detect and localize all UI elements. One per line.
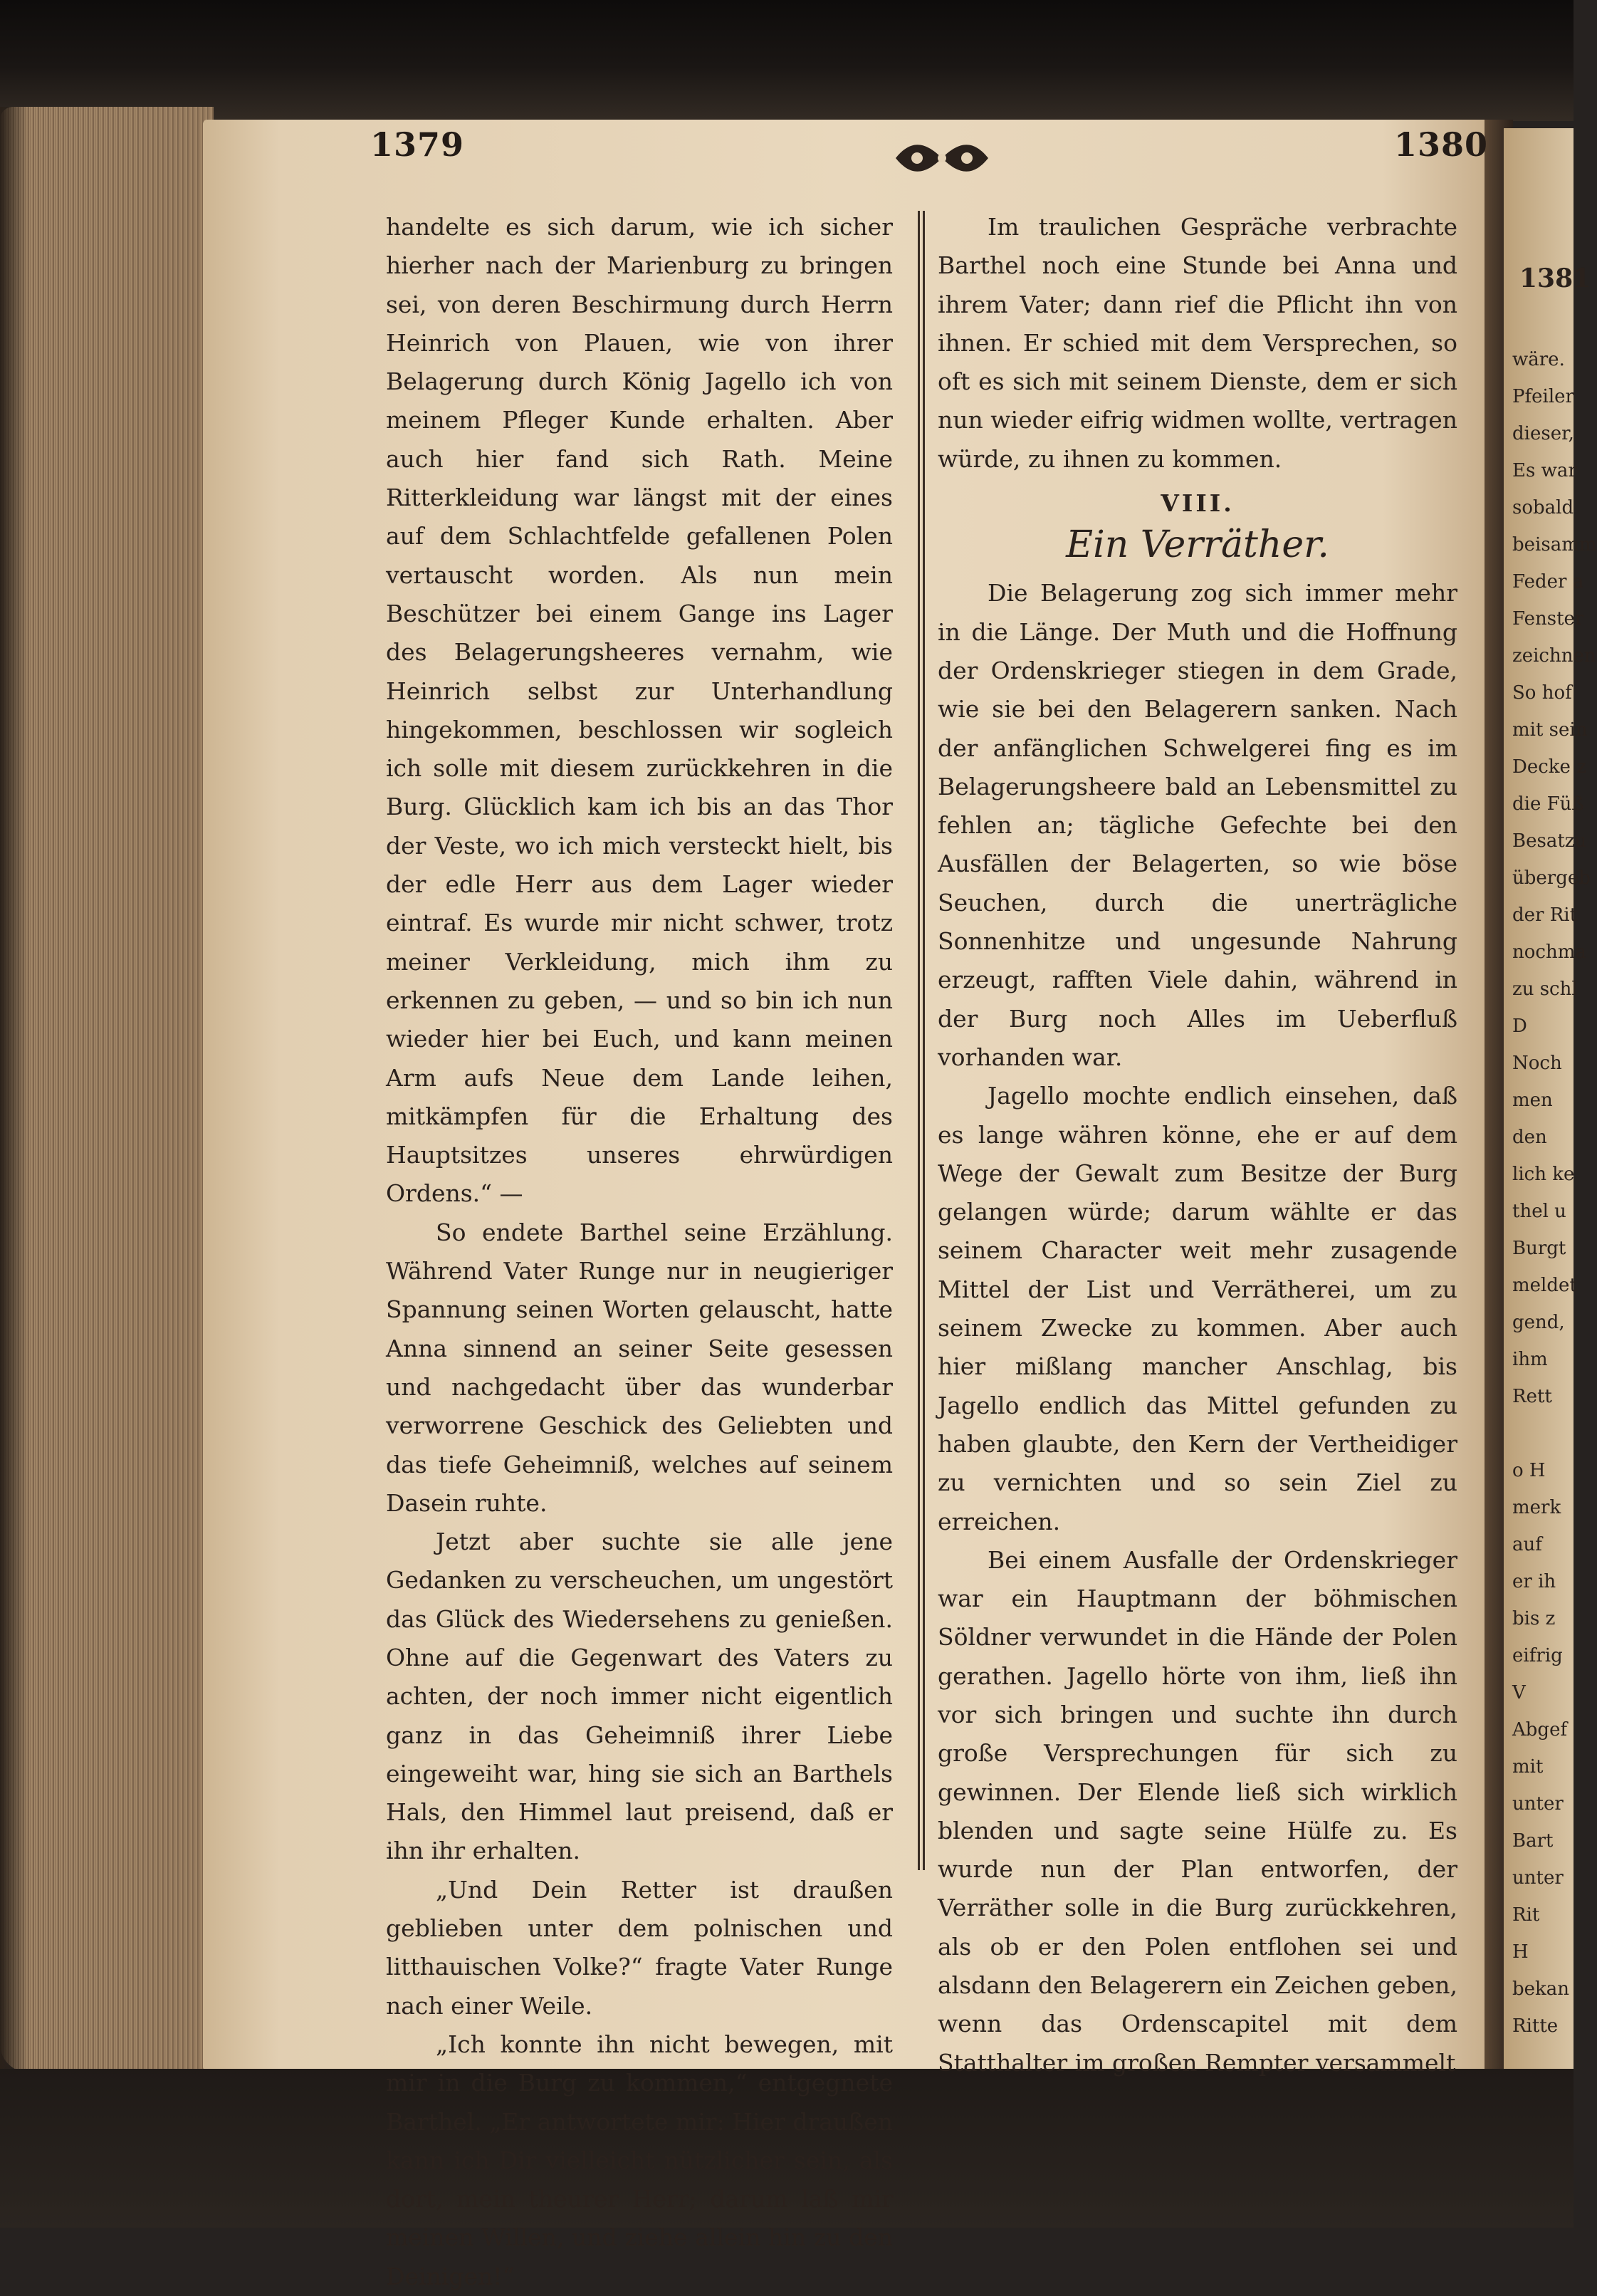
next-page-fragment: mit sein <box>1512 719 1588 741</box>
page-number-next: 1381 <box>1519 263 1591 293</box>
paragraph: So endete Barthel seine Erzählung. Während Vater Runge nur in neugieriger Spannung seinen Worten gelauscht, hatte Anna sinnend an seiner Seite gesessen und nachgedacht über das wunderbar verworrene Geschick des Geliebten und das tiefe Geheimniß, welches auf seinem Dasein ruhte. <box>386 1218 893 1517</box>
book-cover-top <box>0 0 1574 121</box>
paragraph: handelte es sich darum, wie ich sicher hierher nach der Marienburg zu bringen sei, von deren Beschirmung durch Herrn Heinrich von Plauen, wie von ihrer Belagerung durch König Jagello ich von meinem Pfleger Kunde erhalten. Aber auch hier fand sich Rath. Meine Ritterkleidung war längst mit der eines auf dem Schlachtfelde gefallenen Polen vertauscht worden. Als nun mein Beschützer bei einem Gange ins Lager des Belagerungsheeres vernahm, wie Heinrich selbst zur Unterhandlung hingekommen, beschlossen wir sogleich ich solle mit diesem zurückkehren in die Burg. Glücklich kam ich bis an das Thor der Veste, wo ich mich versteckt hielt, bis der edle Herr aus dem Lager wieder eintraf. Es wurde mir nicht schwer, trotz meiner Verkleidung, mich ihm zu erkennen zu geben, — und so bin ich nun wieder hier bei Euch, und kann meinen Arm aufs Neue dem Lande leihen, mitkämpfen für die Erhaltung des Hauptsitzes unseres ehrwürdigen Ordens.“ — <box>386 213 893 1208</box>
ornament-icon <box>889 137 995 179</box>
next-page-fragment: zu schl <box>1512 979 1578 1000</box>
next-page-fragment: bis z <box>1512 1608 1556 1629</box>
next-page-fragment: zeichnen <box>1512 645 1596 667</box>
next-page-fragment: nochma <box>1512 941 1586 963</box>
page-edges <box>0 107 214 2072</box>
next-page-fragment: beisamm <box>1512 534 1597 555</box>
next-page-fragment: So hof <box>1512 682 1572 704</box>
next-page-fragment: bekan <box>1512 1978 1570 2000</box>
paragraph: Im traulichen Gespräche verbrachte Barthel noch eine Stunde bei Anna und ihrem Vater; dann rief die Pflicht ihn von ihnen. Er schied mit dem Versprechen, so oft es sich mit seinem Dienste, dem er sich nun wieder eifrig widmen wollte, vertragen würde, zu ihnen zu kommen. <box>938 213 1457 473</box>
next-page-fragment: Noch <box>1512 1053 1562 1074</box>
next-page-fragment: lich ke <box>1512 1164 1575 1185</box>
paragraph: Jetzt aber suchte sie alle jene Gedanken zu verscheuchen, um ungestört das Glück des Wiedersehens zu genießen. Ohne auf die Gegenwart des Vaters zu achten, der noch immer nicht eigentlich ganz in das Geheimniß ihrer Liebe eingeweiht war, hing sie sich an Barthels Hals, den Himmel laut preisend, daß er ihn ihr erhalten. <box>386 1528 893 1865</box>
paragraph: „Ich konnte ihn nicht bewegen, mit mir in die Burg zu kommen,“ entgegnete Barthel. „Er antwortete mir: Hier draußen kann ich Dir vielleicht nützlicher sein, als dort, mein theurer Herr; darum laß mir meinen Willen, und ziehe allein hin zu den Deinigen!“ <box>386 2030 893 2290</box>
next-page-fragment: der Rit <box>1512 904 1578 926</box>
right-text-column <box>938 208 1457 2082</box>
next-page-fragment: merk <box>1512 1497 1561 1518</box>
next-page-fragment: auf <box>1512 1534 1542 1555</box>
next-page-fragment: den <box>1512 1127 1547 1148</box>
spine-shadow <box>0 107 28 2072</box>
next-page-fragment: Ritte <box>1512 2015 1559 2037</box>
page-number-right: 1380 <box>1394 125 1489 164</box>
next-page-fragment: Es war <box>1512 460 1577 481</box>
next-page-fragment: wäre. <box>1512 349 1565 370</box>
next-page-fragment: Feder a <box>1512 571 1584 593</box>
next-page-fragment: sobald <box>1512 497 1574 518</box>
next-page-fragment: Rit <box>1512 1904 1540 1926</box>
next-page-fragment: er ih <box>1512 1571 1556 1592</box>
paragraph: „Und Dein Retter ist draußen geblieben unter dem polnischen und litthauischen Volke?“ fragte Vater Runge nach einer Weile. <box>386 1875 893 2020</box>
next-page-fragment: Besatzu <box>1512 830 1587 852</box>
next-page-fragment: ihm <box>1512 1349 1548 1370</box>
next-page-fragment: o H <box>1512 1460 1546 1481</box>
next-page-fragment: meldet <box>1512 1275 1577 1296</box>
next-page-fragment: Bart <box>1512 1830 1554 1852</box>
next-page-fragment: Abgef <box>1512 1719 1568 1741</box>
chapter-title: Ein Verräther. <box>1066 523 1329 567</box>
page-number-left: 1379 <box>370 125 465 164</box>
next-page-fragment: Burgt <box>1512 1238 1566 1259</box>
next-page-fragment: übergeb <box>1512 867 1591 889</box>
next-page-fragment: unter <box>1512 1867 1564 1889</box>
next-page-fragment: gend, <box>1512 1312 1565 1333</box>
next-page-fragment: eifrig <box>1512 1645 1563 1666</box>
next-page-fragment: D <box>1512 1016 1527 1037</box>
next-page-fragment: unter <box>1512 1793 1564 1815</box>
next-page-fragment: V <box>1512 1682 1526 1703</box>
next-page-fragment: die Füß <box>1512 793 1584 815</box>
next-page-fragment: H <box>1512 1941 1529 1963</box>
chapter-number: VIII. <box>1161 489 1235 518</box>
next-page-fragment: mit <box>1512 1756 1544 1778</box>
next-page-fragment: dieser, <box>1512 423 1574 444</box>
column-divider <box>918 211 925 1870</box>
paragraph: Die Belagerung zog sich immer mehr in die Länge. Der Muth und die Hoffnung der Ordenskrieger stiegen in dem Grade, wie sie bei den Belagerern sanken. Nach der anfänglichen Schwelgerei fing es im Belagerungsheere bald an Lebensmittel zu fehlen an; tägliche Gefechte bei den Ausfällen der Belagerten, so wie böse Seuchen, durch die unerträgliche Sonnenhitze und ungesunde Nahrung erzeugt, rafften Viele dahin, während in der Burg noch Alles im Ueberfluß vorhanden war. <box>938 579 1457 1071</box>
next-page-fragment: Rett <box>1512 1386 1552 1407</box>
next-page-fragment: Pfeiler <box>1512 386 1574 407</box>
next-page-fragment: Decke z <box>1512 756 1586 778</box>
next-page-fragment: thel u <box>1512 1201 1566 1222</box>
next-page-fragment: Fenster <box>1512 608 1584 630</box>
left-text-column <box>386 208 893 2296</box>
next-page-fragment: men <box>1512 1090 1553 1111</box>
paragraph: Jagello mochte endlich einsehen, daß es lange währen könne, ehe er auf dem Wege der Gewalt zum Besitze der Burg gelangen würde; darum wählte er das seinem Character weit mehr zusagende Mittel der List und Verrätherei, um zu seinem Zwecke zu kommen. Aber auch hier mißlang mancher Anschlag, bis Jagello endlich das Mittel gefunden zu haben glaubte, den Kern der Vertheidiger zu vernichten und so sein Ziel zu erreichen. <box>938 1082 1457 1535</box>
paragraph: Bei einem Ausfalle der Ordenskrieger war ein Hauptmann der böhmischen Söldner verwundet in die Hände der Polen gerathen. Jagello hörte von ihm, ließ ihn vor sich bringen und suchte ihn durch große Versprechungen für sich zu gewinnen. Der Elende ließ sich wirklich blenden und sagte seine Hülfe zu. Es wurde nun der Plan entworfen, der Verräther solle in die Burg zurückkehren, als ob er den Polen entflohen sei und alsdann den Belagerern ein Zeichen geben, wenn das Ordenscapitel mit dem Statthalter im großen Rempter versammelt <box>938 1545 1457 2077</box>
